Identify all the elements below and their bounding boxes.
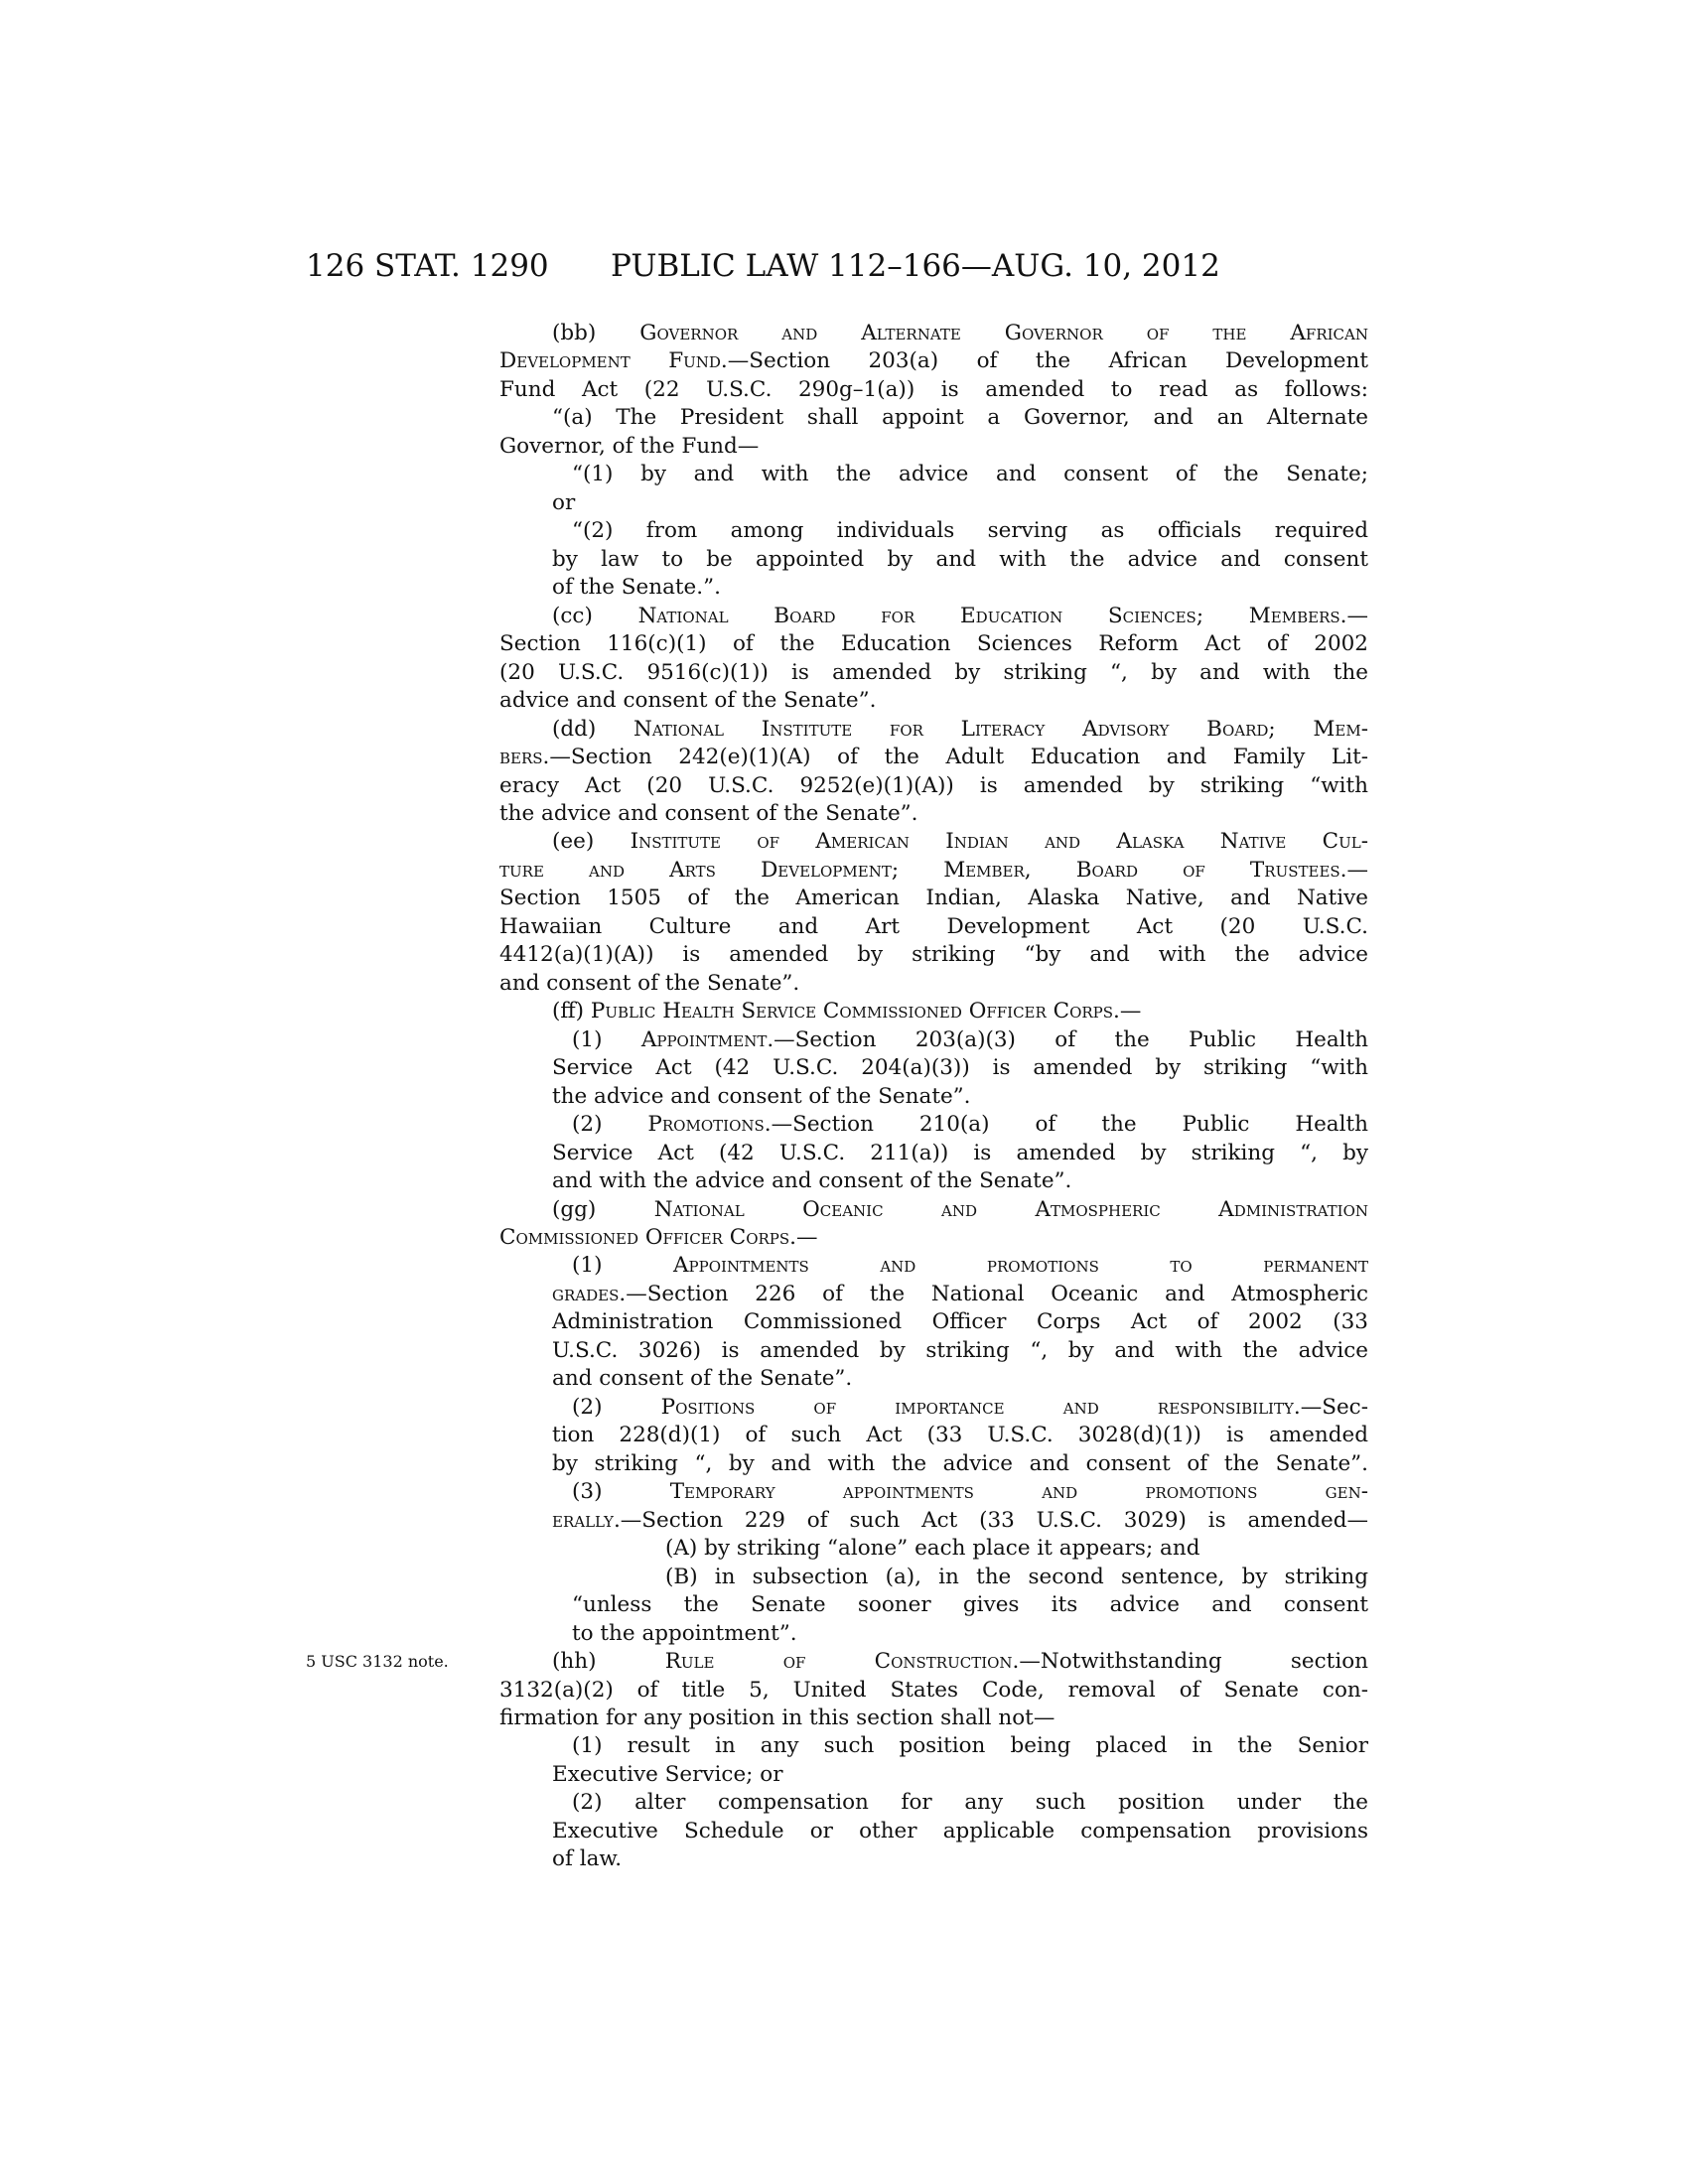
text-line [499,630,1368,658]
line-text: the advice and consent of the Senate”. [552,1083,971,1109]
line-text: —Sec- [1300,1394,1368,1420]
text-line [499,744,1368,771]
line-text: (hh) [552,1649,665,1675]
line-text: eracy Act (20 U.S.C. 9252(e)(1)(A)) is amended by striking “with [499,772,1368,798]
section-heading: Positions of importance and responsibility. [660,1394,1301,1420]
text-line [572,1394,1368,1422]
text-line [552,1507,1368,1535]
line-text: Service Act (42 U.S.C. 211(a)) is amended by striking “, by [552,1140,1368,1165]
text-line [552,1818,1368,1845]
section-heading: Commissioned Officer Corps. [499,1225,797,1250]
text-line [552,1648,1368,1676]
line-text: Executive Schedule or other applicable compensation provisions [552,1818,1368,1843]
text-line [552,1196,1368,1224]
line-text: advice and consent of the Senate”. [499,688,877,714]
text-line [572,517,1368,545]
line-text: — [796,1225,818,1250]
line-text: Executive Service; or [552,1761,783,1787]
line-text: “(2) from among individuals serving as officials required [572,518,1368,544]
line-text: to the appointment”. [572,1620,797,1646]
text-line [552,603,1368,630]
line-text: Service Act (42 U.S.C. 204(a)(3)) is amended by striking “with [552,1055,1368,1081]
line-text: (1) [572,1253,674,1279]
text-line [552,998,1368,1025]
text-line [552,1140,1368,1167]
line-text: — [1119,999,1142,1024]
text-line [572,1732,1368,1760]
section-heading: Development Fund. [499,348,728,374]
text-line [499,941,1368,969]
text-line [499,772,1368,800]
line-text: —Section 226 of the National Oceanic and Atmospheric [626,1281,1368,1306]
text-line [552,574,1368,602]
line-text: (1) [572,1026,641,1052]
section-heading: Governor and Alternate Governor of the African [639,321,1368,345]
line-text: (2) [572,1112,648,1138]
text-line [552,828,1368,856]
line-text: (ee) [552,829,631,855]
text-line [499,687,1368,715]
line-text: and with the advice and consent of the Senate”. [552,1168,1072,1194]
text-line [552,320,1368,347]
page-stat-citation: 126 STAT. 1290 [306,248,549,284]
line-text: the advice and consent of the Senate”. [499,800,918,826]
text-line [552,1308,1368,1336]
line-text: and consent of the Senate”. [552,1366,853,1392]
section-heading: Appointment. [640,1026,774,1052]
line-text: by striking “, by and with the advice and consent of the Senate”. [552,1450,1368,1476]
line-text: “unless the Senate sooner gives its advice and consent [572,1592,1368,1618]
section-heading: National Institute for Literacy Advisory Board; Mem- [633,716,1368,742]
line-text: (A) by striking “alone” each place it appears; and [665,1536,1200,1562]
section-heading: Temporary appointments and promotions gen- [669,1479,1368,1505]
line-text: Section 1505 of the American Indian, Alaska Native, and Native [499,886,1368,911]
line-text: tion 228(d)(1) of such Act (33 U.S.C. 3028(d)(1)) is amended [552,1423,1368,1448]
line-text: —Notwithstanding section [1019,1649,1368,1675]
text-line [552,1845,1368,1873]
section-heading: Appointments and promotions to permanent [673,1253,1368,1279]
section-heading: erally. [552,1507,621,1533]
line-text: (gg) [552,1196,654,1222]
text-line [552,1083,1368,1111]
line-text: (2) alter compensation for any such position under the [572,1790,1368,1816]
text-line [552,546,1368,574]
section-heading: National Oceanic and Atmospheric Administration [653,1196,1368,1222]
text-line [552,489,1368,517]
text-line [499,376,1368,404]
line-text: —Section 203(a) of the African Development [727,348,1368,374]
text-line [552,404,1368,432]
section-heading: grades. [552,1281,627,1306]
line-text: Governor, of the Fund— [499,433,760,459]
text-line [572,1789,1368,1817]
line-text: Fund Act (22 U.S.C. 290g–1(a)) is amended to read as follows: [499,376,1368,402]
text-line [572,461,1368,488]
section-heading: Rule of Construction. [664,1649,1020,1675]
text-line [552,1365,1368,1393]
section-heading: National Board for Education Sciences; Members. [637,603,1347,628]
text-line [499,1705,1368,1732]
line-text: —Section 210(a) of the Public Health [771,1112,1368,1138]
text-line [552,1337,1368,1365]
text-line [499,1224,1368,1252]
line-text: (dd) [552,716,634,742]
line-text: (2) [572,1394,661,1420]
text-line [572,1591,1368,1619]
section-heading: bers. [499,745,550,770]
line-text: or [552,489,576,515]
line-text: —Section 203(a)(3) of the Public Health [774,1026,1368,1052]
line-text: — [1346,603,1368,628]
line-text: 3132(a)(2) of title 5, United States Code, removal of Senate con- [499,1677,1368,1703]
line-text: of law. [552,1846,623,1872]
text-line [499,970,1368,998]
line-text: (1) result in any such position being placed in the Senior [572,1733,1368,1759]
line-text: Administration Commissioned Officer Corps Act of 2002 (33 [552,1309,1368,1335]
text-line [552,1054,1368,1082]
text-line [665,1564,1368,1591]
line-text: (20 U.S.C. 9516(c)(1)) is amended by striking “, by and with the [499,659,1368,685]
text-line [572,1252,1368,1280]
text-line [552,1761,1368,1789]
line-text: Section 116(c)(1) of the Education Sciences Reform Act of 2002 [499,631,1368,657]
text-line [499,857,1368,885]
line-text: of the Senate.”. [552,575,721,601]
text-line [552,716,1368,744]
line-text: (bb) [552,321,640,345]
section-heading: Institute of American Indian and Alaska Native Cul- [630,829,1368,855]
text-line [552,1450,1368,1478]
line-text: — [1346,857,1368,883]
line-text: “(1) by and with the advice and consent of the Senate; [572,462,1368,487]
section-heading: ture and Arts Development; Member, Board of Trustees. [499,857,1347,883]
text-line [552,1167,1368,1195]
text-line [572,1620,1368,1648]
section-heading: Promotions. [647,1112,772,1138]
margin-note: 5 USC 3132 note. [306,1652,449,1672]
section-heading: Public Health Service Commissioned Officer Corps. [590,999,1120,1024]
line-text: and consent of the Senate”. [499,970,800,996]
line-text: 4412(a)(1)(A)) is amended by striking “by and with the advice [499,942,1368,968]
text-line [499,913,1368,941]
line-text: —Section 229 of such Act (33 U.S.C. 3029) is amended— [620,1507,1368,1533]
line-text: Hawaiian Culture and Art Development Act (20 U.S.C. [499,913,1368,939]
line-text: (B) in subsection (a), in the second sentence, by striking [665,1564,1368,1589]
text-line [552,1422,1368,1449]
text-line [572,1478,1368,1506]
running-header: PUBLIC LAW 112–166—AUG. 10, 2012 [611,248,1220,284]
text-line [572,1026,1368,1054]
line-text: (3) [572,1479,670,1505]
text-line [499,433,1368,461]
line-text: by law to be appointed by and with the advice and consent [552,546,1368,572]
text-line [499,659,1368,687]
text-line [572,1111,1368,1139]
statute-body [0,320,1688,1874]
line-text: “(a) The President shall appoint a Governor, and an Alternate [552,405,1368,431]
text-line [499,800,1368,828]
text-line [499,885,1368,912]
line-text: firmation for any position in this section shall not— [499,1705,1055,1730]
line-text: (ff) [552,999,591,1024]
line-text: U.S.C. 3026) is amended by striking “, by and with the advice [552,1337,1368,1363]
text-line [499,347,1368,375]
text-line [665,1535,1368,1563]
text-line [499,1677,1368,1705]
text-line [552,1281,1368,1308]
line-text: —Section 242(e)(1)(A) of the Adult Education and Family Lit- [549,745,1368,770]
line-text: (cc) [552,603,638,628]
